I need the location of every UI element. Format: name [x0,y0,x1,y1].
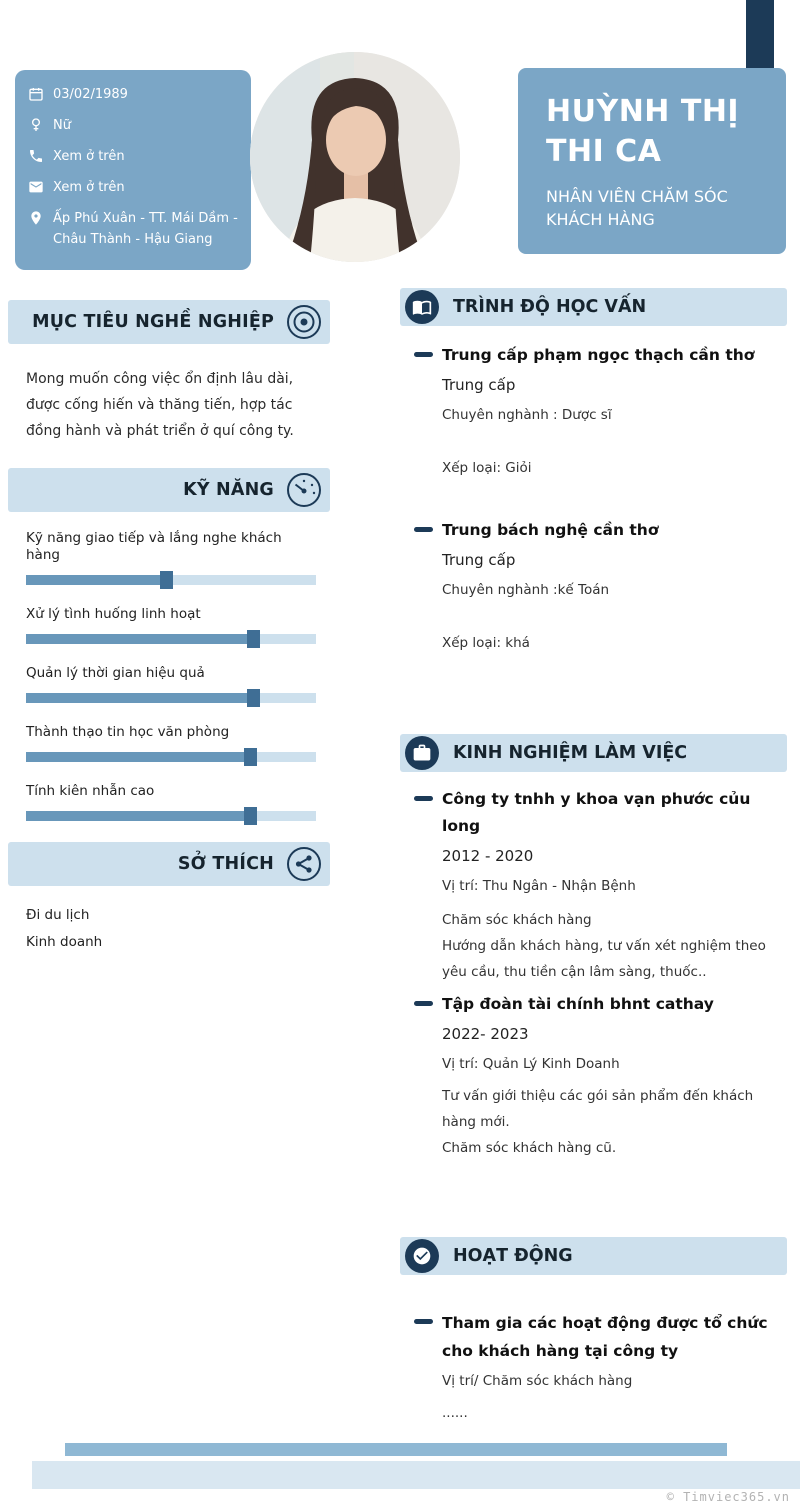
education-entry [400,517,787,654]
left-column [8,300,330,956]
experience-entry [400,786,787,985]
check-circle-icon [405,1239,439,1273]
footer-accent-bar-top [65,1443,727,1456]
section-hobbies-header [8,842,330,886]
entry-dash-icon [414,352,433,357]
skill-item [26,724,316,762]
skill-progress-knob [244,807,257,825]
company-name: Công ty tnhh y khoa vạn phước củu long [442,790,751,835]
skill-progress-knob [244,748,257,766]
gender-value: Nữ [53,118,71,133]
email-value: Xem ở trên [53,180,125,195]
skill-progress-fill [26,811,252,821]
address-value: Ấp Phú Xuân - TT. Mái Dầm - Châu Thành - Hậu Giang [53,211,238,247]
skill-progress-bar [26,693,316,703]
skill-label: Xử lý tình huống linh hoạt [26,606,201,622]
grade: Xếp loại: Giỏi [442,460,532,476]
briefcase-icon [405,736,439,770]
skill-progress-fill [26,634,255,644]
work-description: Chăm sóc khách hàng [442,912,592,928]
skill-label: Kỹ năng giao tiếp và lắng nghe khách hàng [26,530,282,563]
hobbies-list [26,902,330,956]
gauge-icon [286,472,322,508]
experience-title: KINH NGHIỆM LÀM VIỆC [453,743,688,763]
work-period: 2022- 2023 [442,1025,529,1043]
activity-more: ...... [442,1405,468,1421]
calendar-icon [28,86,44,102]
section-education-header [400,288,787,326]
footer-accent-bar-bottom [32,1461,800,1489]
work-period: 2012 - 2020 [442,847,534,865]
skill-item [26,783,316,821]
mail-icon [28,179,44,195]
section-activities-header [400,1237,787,1275]
school-name: Trung bách nghệ cần thơ [442,521,659,539]
activities-title: HOẠT ĐỘNG [453,1246,573,1266]
info-item-address [28,208,239,250]
skill-progress-knob [247,689,260,707]
education-entry [400,342,787,479]
hobby-item: Đi du lịch [26,907,90,923]
candidate-name-line2: THI CA [546,134,662,169]
work-description: Hướng dẫn khách hàng, tư vấn xét nghiệm theo yêu cầu, thu tiền cận lâm sàng, thuốc.. [442,938,766,980]
activity-entry [400,1309,787,1426]
watermark: © Timviec365.vn [666,1490,790,1504]
skill-progress-bar [26,575,316,585]
entry-dash-icon [414,1319,433,1324]
section-objective-header [8,300,330,344]
skill-progress-knob [160,571,173,589]
profile-photo [250,52,460,262]
experience-entry [400,991,787,1161]
info-item-birthdate [28,84,239,105]
objective-body: Mong muốn công việc ổn định lâu dài, được cống hiến và thăng tiến, hợp tác đồng hành và phát triển ở quí công ty. [26,371,294,439]
skill-progress-knob [247,630,260,648]
skill-progress-bar [26,752,316,762]
section-skills-header [8,468,330,512]
work-position: Vị trí: Thu Ngân - Nhận Bệnh [442,878,636,894]
gender-icon [28,117,44,133]
phone-icon [28,148,44,164]
activity-position: Vị trí/ Chăm sóc khách hàng [442,1373,633,1389]
degree: Trung cấp [442,376,516,394]
skill-item [26,606,316,644]
skills-list [26,530,316,821]
skill-progress-fill [26,575,168,585]
right-column [400,288,787,1426]
entry-dash-icon [414,527,433,532]
skill-progress-fill [26,752,252,762]
skill-progress-bar [26,634,316,644]
major: Chuyên nghành :kế Toán [442,582,610,598]
entry-dash-icon [414,1001,433,1006]
skills-title: KỸ NĂNG [183,480,274,500]
section-experience-header [400,734,787,772]
candidate-name-line1: HUỲNH THỊ [546,94,740,129]
skill-item [26,530,316,585]
hobby-item: Kinh doanh [26,934,103,950]
info-item-phone [28,146,239,167]
major: Chuyên nghành : Dược sĩ [442,407,612,423]
company-name: Tập đoàn tài chính bhnt cathay [442,995,714,1013]
share-nodes-icon [286,846,322,882]
grade: Xếp loại: khá [442,635,530,651]
job-title: NHÂN VIÊN CHĂM SÓC KHÁCH HÀNG [546,187,728,229]
book-icon [405,290,439,324]
info-item-gender [28,115,239,136]
location-pin-icon [28,210,44,226]
skill-progress-bar [26,811,316,821]
skill-label: Thành thạo tin học văn phòng [26,724,230,740]
name-card [518,68,786,254]
work-description: Tư vấn giới thiệu các gói sản phẩm đến khách hàng mới. [442,1088,754,1130]
entry-dash-icon [414,796,433,801]
school-name: Trung cấp phạm ngọc thạch cần thơ [442,346,755,364]
phone-value: Xem ở trên [53,149,125,164]
skill-label: Quản lý thời gian hiệu quả [26,665,205,681]
work-position: Vị trí: Quản Lý Kinh Doanh [442,1056,620,1072]
birthdate-value: 03/02/1989 [53,87,128,102]
degree: Trung cấp [442,551,516,569]
info-item-email [28,177,239,198]
target-icon [286,304,322,340]
education-title: TRÌNH ĐỘ HỌC VẤN [453,297,647,317]
skill-item [26,665,316,703]
work-description: Chăm sóc khách hàng cũ. [442,1140,617,1156]
personal-info-card [15,70,251,270]
skill-label: Tính kiên nhẫn cao [26,783,155,799]
activity-name: Tham gia các hoạt động được tổ chức cho khách hàng tại công ty [442,1314,768,1360]
objective-title: MỤC TIÊU NGHỀ NGHIỆP [32,312,274,332]
skill-progress-fill [26,693,255,703]
hobbies-title: SỞ THÍCH [177,854,274,874]
